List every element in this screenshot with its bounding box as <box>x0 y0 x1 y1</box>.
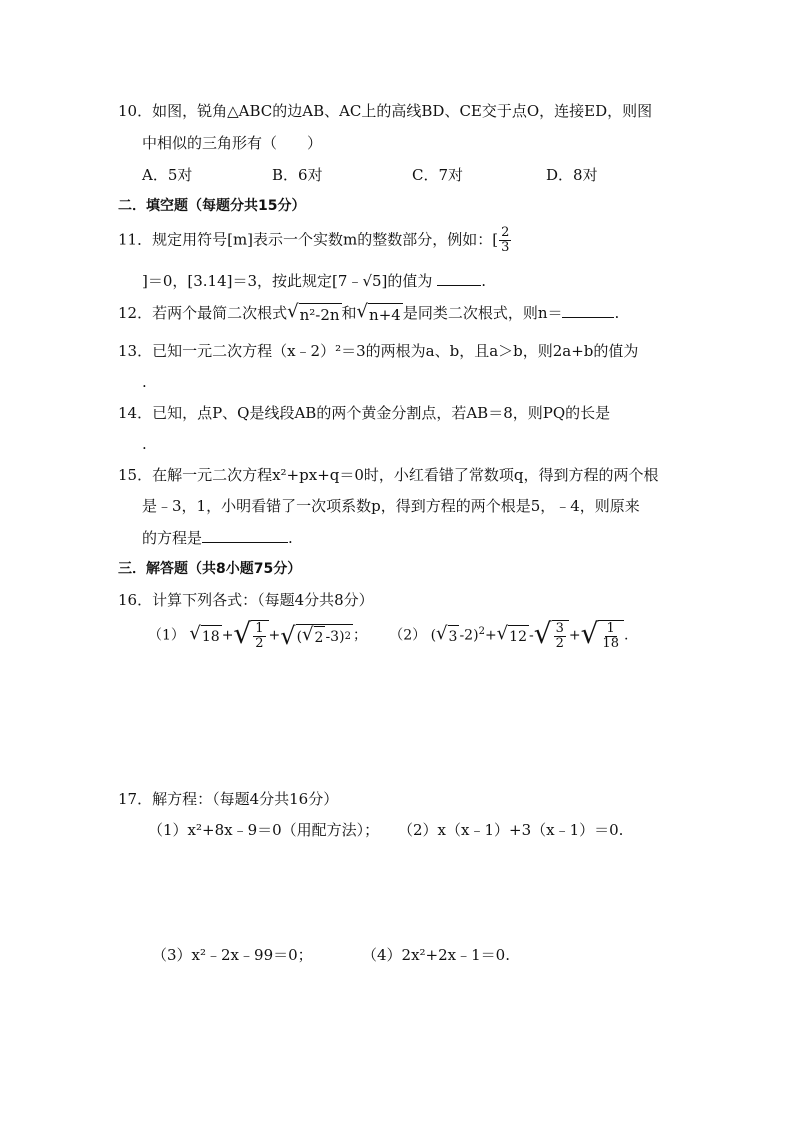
q11-line1 <box>118 226 512 255</box>
q12-part-b: 和 <box>341 304 357 322</box>
q11-line2 <box>142 271 486 291</box>
q13-line1: 13．已知一元二次方程（x﹣2）²＝3的两根为a、b，且a＞b，则2a+b的值为 <box>118 342 639 360</box>
q11-part1: 11．规定用符号[m]表示一个实数m的整数部分，例如：[ <box>118 230 499 249</box>
q12-radicand-1: n²-2n <box>299 303 342 325</box>
q12-answer-blank <box>562 303 614 318</box>
q15-line3 <box>142 528 293 548</box>
q17-part-4: （4）2x²+2x﹣1＝0. <box>362 946 510 964</box>
q15-answer-blank <box>202 528 288 543</box>
q11-fraction <box>499 226 511 255</box>
q10-option-c: C．7对 <box>412 166 464 184</box>
q10-line2: 中相似的三角形有（ ） <box>142 134 323 152</box>
q11-frac-num: 2 <box>501 225 510 240</box>
q17-part-3: （3）x²﹣2x﹣99＝0； <box>152 946 313 964</box>
q10-line1: 10．如图，锐角△ABC的边AB、AC上的高线BD、CE交于点O，连接ED，则图 <box>118 102 653 120</box>
q12-radical-2: √ n+4 <box>356 301 401 324</box>
q15-line2: 是﹣3，1，小明看错了一次项系数p，得到方程的两个根是5，﹣4，则原来 <box>142 497 640 515</box>
q13-line2: . <box>142 373 147 391</box>
q12-line <box>118 303 619 325</box>
q17-title: 17．解方程：（每题4分共16分） <box>118 790 339 808</box>
q12-end: . <box>614 304 620 322</box>
q17-part-1: （1）x²+8x﹣9＝0（用配方法）； <box>148 821 380 839</box>
sqrt-12: √ 12 <box>496 622 527 645</box>
q15-line1: 15．在解一元二次方程x²+px+q＝0时，小红看错了常数项q，得到方程的两个根 <box>118 466 659 484</box>
q10-option-b: B．6对 <box>272 166 323 184</box>
q11-answer-blank <box>437 271 481 286</box>
q11-part2: ]＝0，[3.14]＝3，按此规定[7﹣√5]的值为 <box>142 272 433 290</box>
q14-line2: . <box>142 435 147 453</box>
q15-end: . <box>288 529 293 547</box>
sqrt-3: √ 3 <box>436 622 458 645</box>
q12-part-a: 12．若两个最简二次根式 <box>118 304 288 322</box>
q16-expressions: （1） √ 18 + √ $\frac{1}{2}$ + √ ( √ 2 -3) 2 ； （2） ( √ 3 -2)$^2$+ √ 12 - √ $\frac{3}{2}$ + √ $\frac{1}{18}$ . <box>148 617 629 651</box>
q10-option-d: D．8对 <box>546 166 598 184</box>
q12-radical-1: √ n²-2n <box>287 301 340 324</box>
q11-frac-den: 3 <box>501 240 510 255</box>
q14-line1: 14．已知，点P、Q是线段AB的两个黄金分割点，若AB＝8，则PQ的长是 <box>118 404 611 422</box>
q16-p2-label: （2） <box>389 627 427 644</box>
section-2-title: 二．填空题（每题分共15分） <box>118 198 306 214</box>
q15-part3: 的方程是 <box>142 529 203 547</box>
sqrt-three-halves: √ $\frac{3}{2}$ <box>534 620 569 651</box>
q12-part-c: 是同类二次根式，则n＝ <box>402 304 563 322</box>
q16-title: 16．计算下列各式：（每题4分共8分） <box>118 591 374 609</box>
sqrt-square-expr: √ ( √ 2 -3) 2 <box>280 621 351 650</box>
sqrt-one-eighteenth: √ $\frac{1}{18}$ <box>581 620 624 651</box>
q16-p1-label: （1） <box>148 627 185 644</box>
section-3-title: 三．解答题（共8小题75分） <box>118 561 302 577</box>
q11-end: . <box>481 272 486 290</box>
sqrt-half: √ $\frac{1}{2}$ <box>233 620 268 651</box>
q12-radicand-2: n+4 <box>368 303 403 325</box>
q10-option-a: A．5对 <box>142 166 193 184</box>
sqrt-18: √ 18 <box>189 622 220 645</box>
q17-part-2: （2）x（x﹣1）+3（x﹣1）＝0. <box>398 821 624 839</box>
